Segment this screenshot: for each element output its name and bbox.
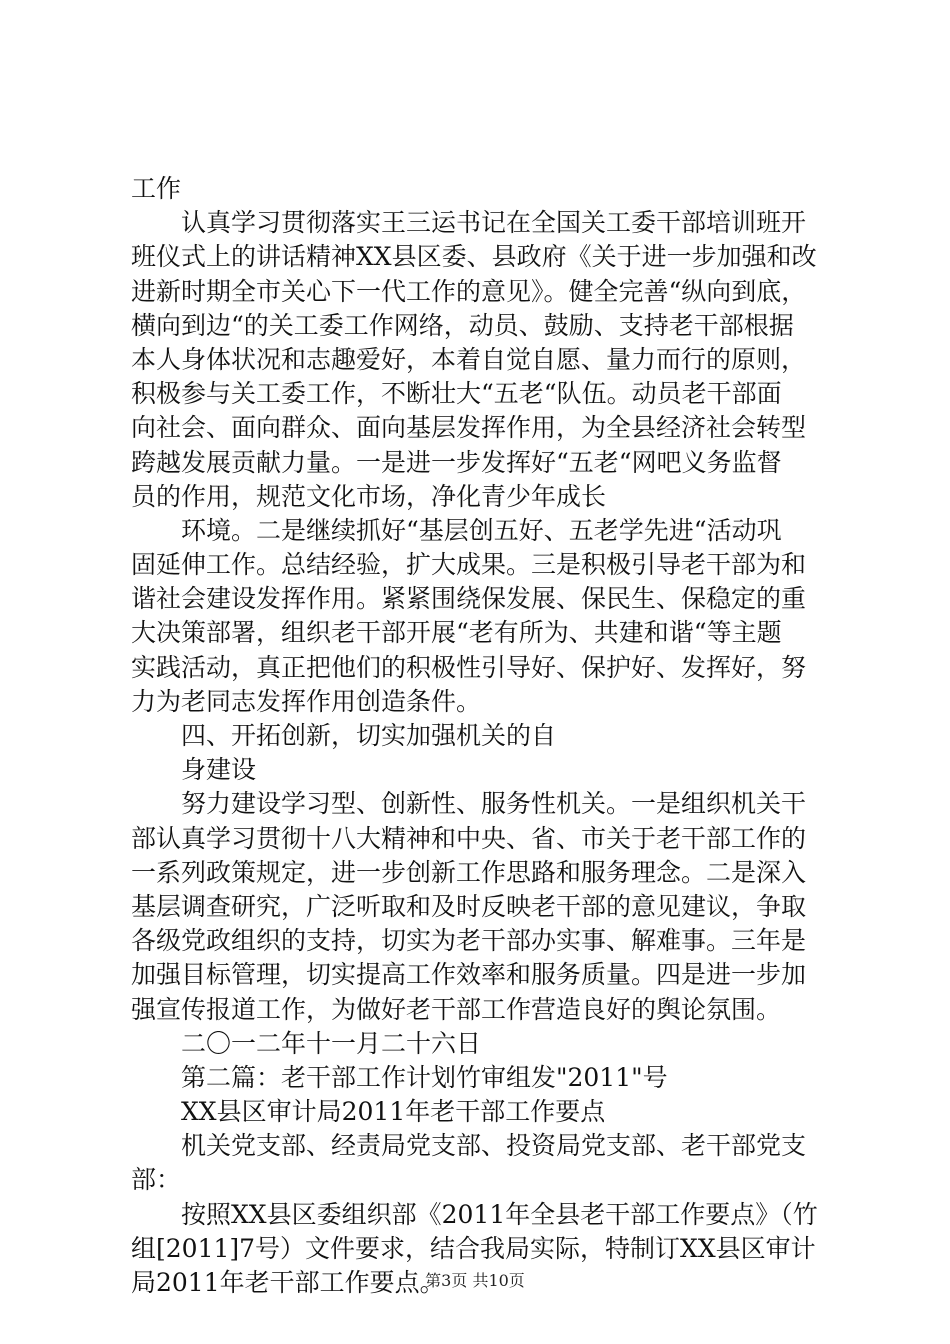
text-line: 班仪式上的讲话精神XX县区委、县政府《关于进一步加强和改 [131, 242, 817, 272]
text-line: 谐社会建设发挥作用。紧紧围绕保发展、保民生、保稳定的重 [131, 584, 807, 614]
text-line: 认真学习贯彻落实王三运书记在全国关工委干部培训班开 [181, 208, 807, 238]
text-line: 固延伸工作。总结经验，扩大成果。三是积极引导老干部为和 [131, 550, 807, 580]
text-line: 按照XX县区委组织部《2011年全县老干部工作要点》（竹 [181, 1199, 818, 1229]
date-line: 二〇一二年十一月二十六日 [181, 1028, 482, 1058]
text-line: 本人身体状况和志趣爱好，本着自觉自愿、量力而行的原则， [131, 344, 807, 374]
text-line: 跨越发展贡献力量。一是进一步发挥好“五老“网吧义务监督 [131, 447, 782, 477]
text-line: 各级党政组织的支持，切实为老干部办实事、解难事。三年是 [131, 926, 807, 956]
text-line: 员的作用，规范文化市场，净化青少年成长 [131, 481, 607, 511]
addressee-line: 部： [131, 1165, 182, 1195]
section-heading: 身建设 [181, 755, 257, 785]
text-line: 基层调查研究，广泛听取和及时反映老干部的意见建议，争取 [131, 891, 807, 921]
text-line: 积极参与关工委工作，不断壮大“五老“队伍。动员老干部面 [131, 379, 782, 409]
page-number-footer: 第3页 共10页 [425, 1271, 525, 1290]
document-body [131, 172, 831, 1300]
text-line: 大决策部署，组织老干部开展“老有所为、共建和谐“等主题 [131, 618, 782, 648]
text-line: 工作 [131, 174, 182, 203]
text-line: 努力建设学习型、创新性、服务性机关。一是组织机关干 [181, 789, 807, 819]
text-line: 力为老同志发挥作用创造条件。 [131, 686, 482, 716]
text-line: 强宣传报道工作，为做好老干部工作营造良好的舆论氛围。 [131, 994, 782, 1024]
text-line: 部认真学习贯彻十八大精神和中央、省、市关于老干部工作的 [131, 823, 807, 853]
text-line: 组[2011]7号）文件要求，结合我局实际，特制订XX县区审计 [131, 1233, 816, 1263]
section-heading: 第二篇：老干部工作计划竹审组发"2011"号 [181, 1062, 668, 1092]
section-heading: 四、开拓创新，切实加强机关的自 [181, 721, 557, 750]
text-line: 向社会、面向群众、面向基层发挥作用，为全县经济社会转型 [131, 413, 807, 443]
addressee-line: 机关党支部、经责局党支部、投资局党支部、老干部党支 [181, 1131, 807, 1161]
text-line: 横向到边“的关工委工作网络，动员、鼓励、支持老干部根据 [131, 310, 794, 340]
text-line: 一系列政策规定，进一步创新工作思路和服务理念。二是深入 [131, 857, 807, 887]
text-line: 局2011年老干部工作要点。 [131, 1268, 445, 1297]
document-title: XX县区审计局2011年老干部工作要点 [181, 1097, 606, 1127]
text-line: 加强目标管理，切实提高工作效率和服务质量。四是进一步加 [131, 960, 807, 990]
text-line: 进新时期全市关心下一代工作的意见》。健全完善“纵向到底， [131, 276, 807, 306]
text-line: 实践活动，真正把他们的积极性引导好、保护好、发挥好，努 [131, 652, 807, 682]
text-line: 环境。二是继续抓好“基层创五好、五老学先进“活动巩 [181, 515, 782, 545]
